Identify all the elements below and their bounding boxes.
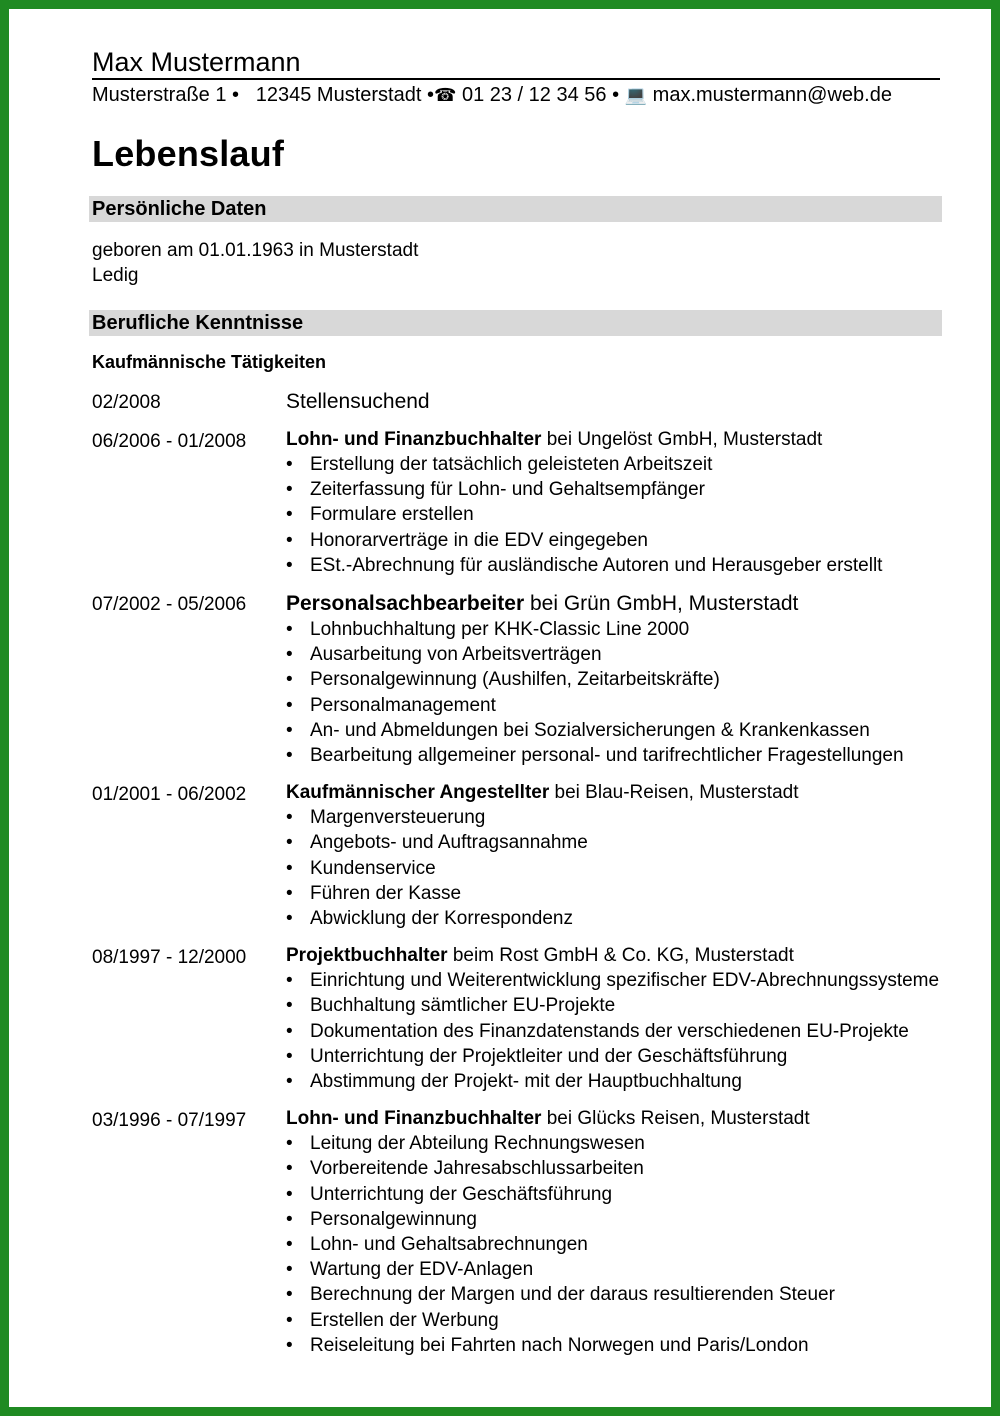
task-item: • Berechnung der Margen und der daraus resultierenden Steuer (286, 1282, 942, 1307)
section-heading-personal: Persönliche Daten (89, 196, 942, 222)
separator: • (426, 84, 434, 106)
job-line (286, 388, 942, 415)
task-list (286, 452, 942, 578)
task-item: • Zeiterfassung für Lohn- und Gehaltsempfänger (286, 477, 942, 502)
job-line (286, 780, 942, 805)
entry-date: 02/2008 (92, 392, 161, 413)
job-title: Kaufmännischer Angestellter (286, 782, 550, 804)
experience-entry (92, 1106, 942, 1358)
task-item: • Unterrichtung der Projektleiter und der Geschäftsführung (286, 1044, 942, 1069)
city: 12345 Musterstadt (255, 84, 422, 106)
task-item: • Lohnbuchhaltung per KHK-Classic Line 2000 (286, 617, 942, 642)
email-address[interactable]: max.mustermann@web.de (652, 84, 892, 106)
task-item: • Honorarverträge in die EDV eingegeben (286, 528, 942, 553)
experience-entry (92, 590, 942, 768)
task-item: • Dokumentation des Finanzdatenstands der verschiedenen EU-Projekte (286, 1019, 942, 1044)
job-line (286, 943, 942, 968)
task-item: • Kundenservice (286, 856, 942, 881)
entry-content (286, 1106, 942, 1358)
task-item: • Wartung der EDV-Anlagen (286, 1257, 942, 1282)
task-item: • Reiseleitung bei Fahrten nach Norwegen und Paris/London (286, 1333, 942, 1358)
street: Musterstraße 1 (92, 84, 227, 106)
task-item: • Erstellung der tatsächlich geleisteten Arbeitszeit (286, 452, 942, 477)
task-item: • Angebots- und Auftragsannahme (286, 830, 942, 855)
task-item: • Abstimmung der Projekt- mit der Hauptbuchhaltung (286, 1069, 942, 1094)
task-item: • Formulare erstellen (286, 502, 942, 527)
task-item: • Einrichtung und Weiterentwicklung spezifischer EDV-Abrechnungssysteme (286, 968, 942, 993)
experience-entry (92, 388, 942, 415)
task-item: • Ausarbeitung von Arbeitsverträgen (286, 642, 942, 667)
experience-entry (92, 780, 942, 931)
job-employer: Stellensuchend (286, 390, 430, 413)
experience-entry (92, 943, 942, 1094)
separator: • (232, 84, 240, 106)
computer-icon: 💻 (624, 85, 648, 105)
entry-content (286, 427, 942, 578)
entry-content (286, 943, 942, 1094)
job-employer: bei Grün GmbH, Musterstadt (524, 592, 799, 616)
entry-date: 06/2006 - 01/2008 (92, 431, 247, 452)
experience-list (92, 388, 942, 1358)
task-item: • Bearbeitung allgemeiner personal- und tarifrechtlicher Fragestellungen (286, 743, 942, 768)
task-item: • Personalgewinnung (286, 1207, 942, 1232)
section-heading-skills: Berufliche Kenntnisse (89, 310, 942, 336)
job-title: Personalsachbearbeiter (286, 592, 525, 616)
job-title: Lohn- und Finanzbuchhalter (286, 429, 542, 450)
task-item: • Lohn- und Gehaltsabrechnungen (286, 1232, 942, 1257)
task-item: • Margenversteuerung (286, 805, 942, 830)
job-employer: bei Ungelöst GmbH, Musterstadt (541, 429, 823, 450)
task-item: • Erstellen der Werbung (286, 1308, 942, 1333)
task-list (286, 1131, 942, 1358)
task-item: • An- und Abmeldungen bei Sozialversicherungen & Krankenkassen (286, 718, 942, 743)
phone-icon: ☎ (433, 85, 457, 105)
job-employer: beim Rost GmbH & Co. KG, Musterstadt (447, 945, 794, 967)
task-item: • ESt.-Abrechnung für ausländische Autoren und Herausgeber erstellt (286, 553, 942, 578)
task-list (286, 617, 942, 768)
task-item: • Personalgewinnung (Aushilfen, Zeitarbeitskräfte) (286, 667, 942, 692)
entry-content (286, 780, 942, 931)
task-list (286, 805, 942, 931)
job-title: Lohn- und Finanzbuchhalter (286, 1108, 542, 1130)
birth-info: geboren am 01.01.1963 in Musterstadt (92, 240, 419, 261)
entry-date: 03/1996 - 07/1997 (92, 1110, 247, 1132)
task-item: • Leitung der Abteilung Rechnungswesen (286, 1131, 942, 1156)
job-title: Projektbuchhalter (286, 945, 448, 967)
entry-content (286, 388, 942, 415)
marital-status: Ledig (92, 265, 139, 286)
entry-date: 07/2002 - 05/2006 (92, 594, 247, 616)
entry-content (286, 590, 942, 768)
job-line (286, 1106, 942, 1131)
experience-entry (92, 427, 942, 578)
task-item: • Führen der Kasse (286, 881, 942, 906)
job-employer: bei Glücks Reisen, Musterstadt (541, 1108, 810, 1130)
entry-date: 01/2001 - 06/2002 (92, 784, 247, 806)
personal-data (92, 238, 942, 288)
subsection-heading: Kaufmännische Tätigkeiten (92, 352, 327, 372)
job-employer: bei Blau-Reisen, Musterstadt (549, 782, 799, 804)
job-line (286, 590, 942, 617)
entry-date: 08/1997 - 12/2000 (92, 947, 247, 969)
separator: • (612, 84, 620, 106)
cv-page (92, 46, 942, 1370)
task-item: • Unterrichtung der Geschäftsführung (286, 1182, 942, 1207)
contact-line (92, 81, 942, 109)
applicant-name: Max Mustermann (92, 46, 940, 80)
phone-number: 01 23 / 12 34 56 (461, 84, 607, 106)
job-line (286, 427, 942, 452)
task-item: • Personalmanagement (286, 693, 942, 718)
task-item: • Vorbereitende Jahresabschlussarbeiten (286, 1156, 942, 1181)
document-title: Lebenslauf (92, 133, 285, 174)
task-item: • Buchhaltung sämtlicher EU-Projekte (286, 993, 942, 1018)
task-item: • Abwicklung der Korrespondenz (286, 906, 942, 931)
task-list (286, 968, 942, 1094)
